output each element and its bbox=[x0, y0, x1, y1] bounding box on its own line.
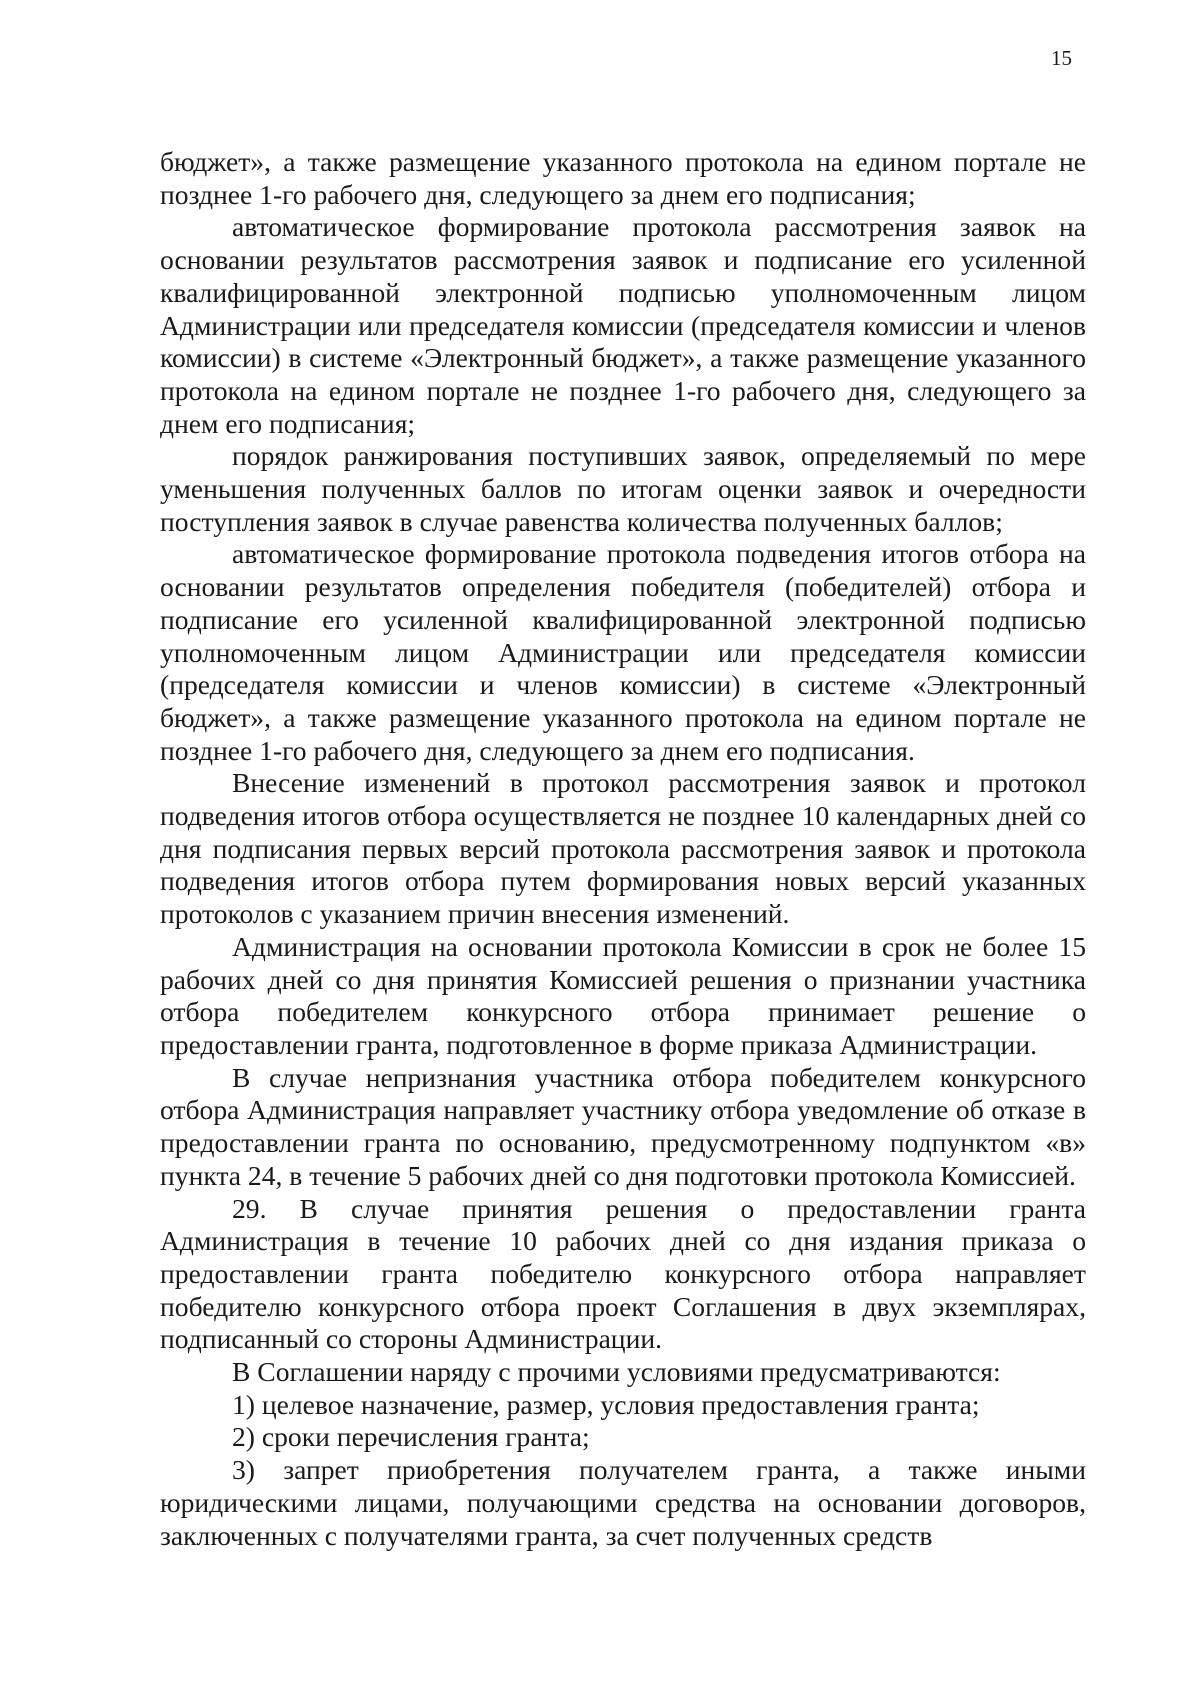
paragraph-5: Внесение изменений в протокол рассмотрения заявок и протокол подведения итогов отбора осуществляется не позднее 10 календарных дней со дня подписания первых версий протокола рассмотрения заявок и протокола подведения итогов отбора путем формирования новых версий указанных протоколов с указанием причин внесения изменений. bbox=[160, 767, 1086, 930]
paragraph-7: В случае непризнания участника отбора победителем конкурсного отбора Администрация направляет участнику отбора уведомление об отказе в предоставлении гранта по основанию, предусмотренному подпунктом «в» пункта 24, в течение 5 рабочих дней со дня подготовки протокола Комиссией. bbox=[160, 1061, 1086, 1191]
paragraph-6: Администрация на основании протокола Комиссии в срок не более 15 рабочих дней со дня принятия Комиссией решения о признании участника отбора победителем конкурсного отбора принимает решение о предоставлении гранта, подготовленное в форме приказа Администрации. bbox=[160, 930, 1086, 1060]
paragraph-12: 3) запрет приобретения получателем гранта, а также иными юридическими лицами, получающими средства на основании договоров, заключенных с получателями гранта, за счет полученных средств bbox=[160, 1454, 1086, 1551]
paragraph-2: автоматическое формирование протокола рассмотрения заявок на основании результатов рассмотрения заявок и подписание его усиленной квалифицированной электронной подписью уполномоченным лицом Администрации или председателя комиссии (председателя комиссии и членов комиссии) в системе «Электронный бюджет», а также размещение указанного протокола на едином портале не позднее 1-го рабочего дня, следующего за днем его подписания; bbox=[160, 211, 1086, 439]
paragraph-4: автоматическое формирование протокола подведения итогов отбора на основании результатов определения победителя (победителей) отбора и подписание его усиленной квалифицированной электронной подписью уполномоченным лицом Администрации или председателя комиссии (председателя комиссии и членов комиссии) в системе «Электронный бюджет», а также размещение указанного протокола на едином портале не позднее 1-го рабочего дня, следующего за днем его подписания. bbox=[160, 538, 1086, 766]
document-body bbox=[160, 146, 1086, 1552]
paragraph-1: бюджет», а также размещение указанного протокола на едином портале не позднее 1-го рабочего дня, следующего за днем его подписания; bbox=[160, 146, 1086, 210]
paragraph-11: 2) сроки перечисления гранта; bbox=[232, 1421, 590, 1453]
page-number: 15 bbox=[1051, 46, 1072, 70]
paragraph-10: 1) целевое назначение, размер, условия предоставления гранта; bbox=[232, 1388, 980, 1420]
paragraph-3: порядок ранжирования поступивших заявок, определяемый по мере уменьшения полученных баллов по итогам оценки заявок и очередности поступления заявок в случае равенства количества полученных баллов; bbox=[160, 440, 1086, 537]
paragraph-8: 29. В случае принятия решения о предоставлении гранта Администрация в течение 10 рабочих дней со дня издания приказа о предоставлении гранта победителю конкурсного отбора направляет победителю конкурсного отбора проект Соглашения в двух экземплярах, подписанный со стороны Администрации. bbox=[160, 1192, 1086, 1355]
paragraph-9: В Соглашении наряду с прочими условиями предусматриваются: bbox=[232, 1356, 1001, 1388]
